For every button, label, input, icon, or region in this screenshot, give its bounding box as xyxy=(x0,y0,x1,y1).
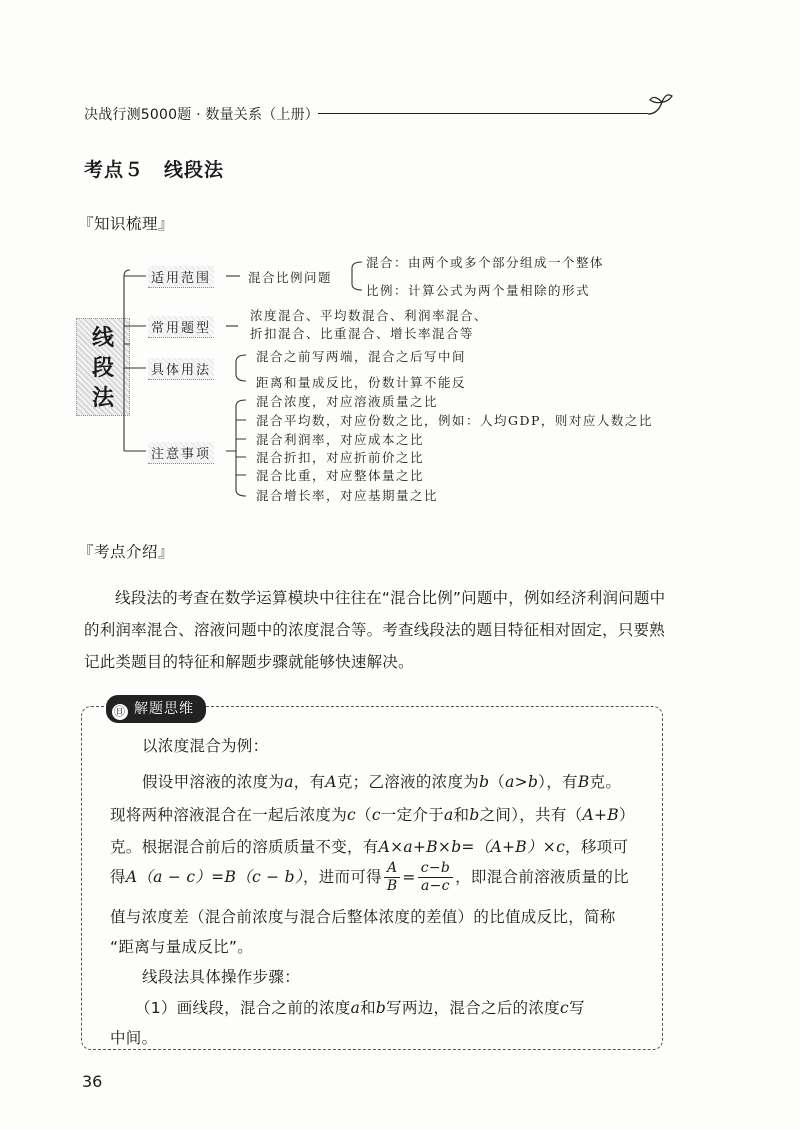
math-var: a xyxy=(444,806,454,824)
branch-usage: 具体用法 xyxy=(148,358,214,380)
text-run: ，移项可 xyxy=(565,838,629,856)
box-line: 值与浓度差（混合前浓度与混合后整体浓度的差值）的比值成反比，简称 xyxy=(110,908,616,926)
math-var: A xyxy=(325,773,337,791)
scope-subitem: 混合：由两个或多个部分组成一个整体 xyxy=(366,255,605,270)
branch-types: 常用题型 xyxy=(148,316,214,338)
math-var: b xyxy=(479,773,490,791)
fraction xyxy=(418,860,453,895)
fraction-denominator: a−c xyxy=(420,878,450,894)
text-run: ，即混合前溶液质量的比 xyxy=(455,868,629,886)
math-var: c xyxy=(559,999,569,1017)
text-run: 和 xyxy=(360,999,376,1017)
math-var: a>b xyxy=(505,773,539,791)
math-var: b xyxy=(469,806,480,824)
box-line: 中间。 xyxy=(110,1029,158,1047)
notes-line: 混合增长率，对应基期量之比 xyxy=(256,488,439,503)
root-char: 线 xyxy=(91,325,114,351)
bracket-open-icon: 『 xyxy=(78,215,95,233)
branch-notes: 注意事项 xyxy=(148,442,214,464)
bracket-open-icon: 『 xyxy=(78,543,95,561)
text-run: （1）画线段，混合之前的浓度 xyxy=(135,999,351,1017)
notes-line: 混合浓度，对应溶液质量之比 xyxy=(256,394,439,409)
box-line: 以浓度混合为例： xyxy=(142,737,269,755)
fraction-denominator: B xyxy=(386,878,398,894)
text-run: 写两边，混合之后的浓度 xyxy=(386,999,560,1017)
math-var: b xyxy=(375,999,387,1017)
notes-line: 混合平均数，对应份数之比，例如：人均GDP，则对应人数之比 xyxy=(256,413,653,428)
usage-line: 混合之前写两端，混合之后写中间 xyxy=(256,349,467,364)
section-title: 考点５ 线段法 xyxy=(84,159,225,181)
text-run: ，进而可得 xyxy=(302,868,382,886)
math-var: a xyxy=(284,773,294,791)
text-run: （ xyxy=(489,773,506,791)
text-run: 得 xyxy=(110,868,126,886)
text-run: 写 xyxy=(568,999,585,1017)
intro-paragraph: 线段法的考查在数学运算模块中往往在“混合比例”问题中，例如经济利润问题中的利润率混合、溶液问题中的浓度混合等。考查线段法的题目特征相对固定，只要熟记此类题目的特征和解题步骤就能够快速解决。 xyxy=(84,589,666,671)
book-title: 决战行测5000题 · 数量关系（上册） xyxy=(84,107,319,123)
scope-subitem: 比例：计算公式为两个量相除的形式 xyxy=(366,283,591,298)
box-line: 线段法具体操作步骤： xyxy=(142,968,301,986)
text-run: 克。 xyxy=(589,773,622,791)
box-line xyxy=(135,996,585,1018)
text-run: 和 xyxy=(453,806,470,824)
solution-thinking-label-text: 解题思维 xyxy=(134,701,194,717)
text-run: 克；乙溶液的浓度为 xyxy=(336,773,480,791)
math-var: B xyxy=(577,773,590,791)
box-line xyxy=(110,835,628,857)
subhead-knowledge-text: 知识梳理 xyxy=(94,215,159,233)
math-var: c xyxy=(347,806,356,824)
math-var: A+B xyxy=(582,806,619,824)
box-line xyxy=(110,803,635,825)
text-run: 一定介于 xyxy=(380,806,444,824)
math-expression: A×a+B×b=（A+B）×c xyxy=(378,838,566,856)
box-line xyxy=(110,860,629,895)
text-run: 现将两种溶液混合在一起后浓度为 xyxy=(110,806,348,824)
math-expression: A（a − c）=B（c − b） xyxy=(125,868,303,886)
solution-thinking-label xyxy=(106,695,206,723)
bracket-close-icon: 』 xyxy=(158,215,175,233)
notes-line: 混合利润率，对应成本之比 xyxy=(256,432,425,447)
text-run: ，有 xyxy=(293,773,326,791)
usage-line: 距离和量成反比，份数计算不能反 xyxy=(256,375,467,390)
math-var: c xyxy=(371,806,381,824)
root-char: 法 xyxy=(91,385,114,411)
root-char: 段 xyxy=(91,355,114,381)
types-line: 浓度混合、平均数混合、利润率混合、 xyxy=(250,308,489,323)
text-run: （ xyxy=(356,806,372,824)
notes-line: 混合比重，对应整体量之比 xyxy=(256,468,425,483)
text-run: ） xyxy=(618,806,635,824)
notes-line: 混合折扣，对应折前价之比 xyxy=(256,450,425,465)
flower-badge-icon: ㊐ xyxy=(114,705,126,718)
box-line xyxy=(142,770,621,792)
branch-scope: 适用范围 xyxy=(148,266,214,288)
box-line: “距离与量成反比”。 xyxy=(110,938,254,956)
subhead-intro xyxy=(78,540,174,562)
text-run: 假设甲溶液的浓度为 xyxy=(142,773,285,791)
subhead-intro-text: 考点介绍 xyxy=(94,543,159,561)
bracket-close-icon: 』 xyxy=(158,543,175,561)
fraction-numerator: c−b xyxy=(418,860,453,878)
types-line: 折扣混合、比重混合、增长率混合等 xyxy=(250,326,475,341)
text-run: 之间），共有（ xyxy=(479,806,583,824)
page-number: 36 xyxy=(82,1072,103,1091)
fraction xyxy=(384,860,400,895)
equals-sign: = xyxy=(402,868,416,886)
scope-item: 混合比例问题 xyxy=(248,270,333,285)
math-var: a xyxy=(350,999,361,1017)
text-run: 克。根据混合前后的溶质质量不变，有 xyxy=(110,838,379,856)
text-run: ），有 xyxy=(538,773,578,791)
fraction-numerator: A xyxy=(384,860,400,878)
